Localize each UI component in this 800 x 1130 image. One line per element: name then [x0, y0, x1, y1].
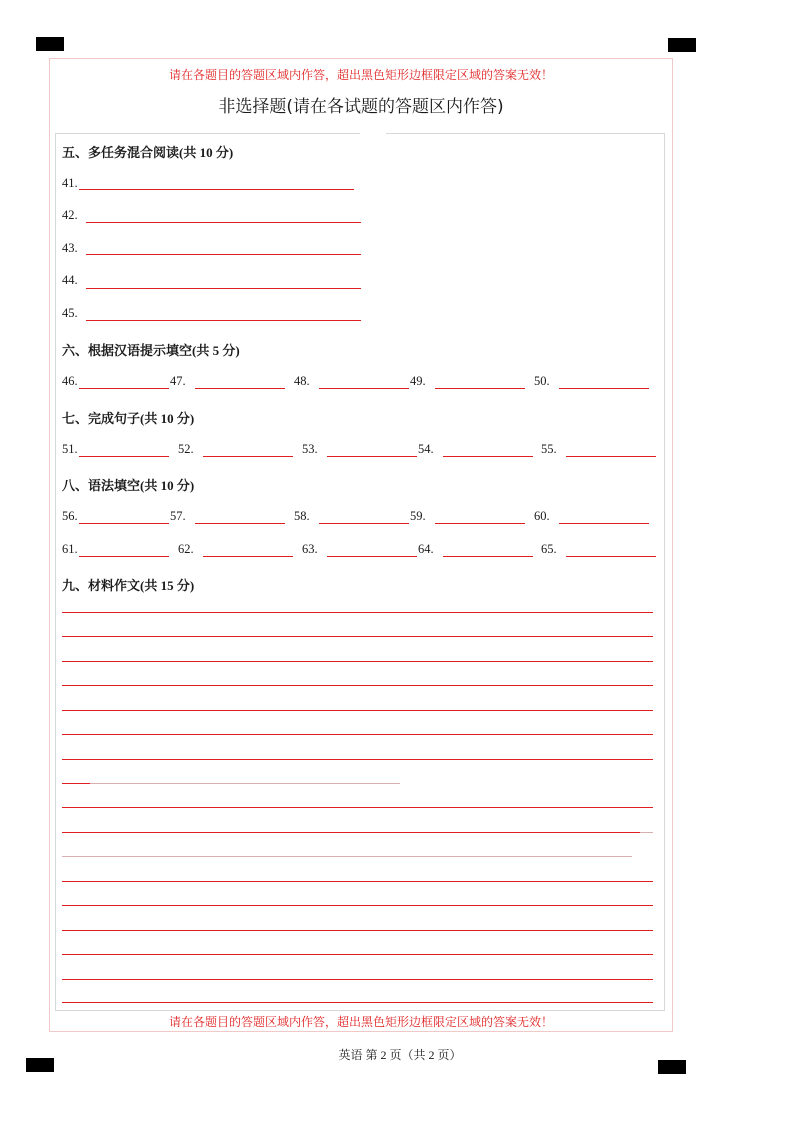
section-heading-5: 五、多任务混合阅读(共 10 分) — [62, 145, 234, 160]
question-label-64: 64. — [418, 542, 434, 556]
answer-line-55[interactable] — [566, 456, 656, 457]
essay-line — [62, 734, 653, 735]
answer-line-61[interactable] — [79, 556, 169, 557]
answer-line-54[interactable] — [443, 456, 533, 457]
essay-line-faint — [62, 856, 632, 857]
question-label-50: 50. — [534, 374, 550, 388]
question-label-49: 49. — [410, 374, 426, 388]
answer-line-43[interactable] — [86, 254, 361, 255]
question-label-46: 46. — [62, 374, 78, 388]
corner-mark-top-right — [668, 38, 696, 52]
question-label-62: 62. — [178, 542, 194, 556]
essay-line-faint — [90, 783, 400, 784]
essay-line — [62, 881, 653, 882]
question-label-48: 48. — [294, 374, 310, 388]
answer-line-46[interactable] — [79, 388, 169, 389]
section-heading-8: 八、语法填空(共 10 分) — [62, 478, 195, 493]
section-heading-7: 七、完成句子(共 10 分) — [62, 411, 195, 426]
answer-line-64[interactable] — [443, 556, 533, 557]
question-label-65: 65. — [541, 542, 557, 556]
essay-line — [62, 832, 640, 833]
question-label-63: 63. — [302, 542, 318, 556]
warning-bottom: 请在各题目的答题区域内作答，超出黑色矩形边框限定区域的答案无效！ — [168, 1015, 553, 1029]
question-label-42: 42. — [62, 208, 78, 222]
question-label-59: 59. — [410, 509, 426, 523]
essay-line — [62, 954, 653, 955]
essay-line — [62, 979, 653, 980]
essay-line — [62, 1002, 653, 1003]
question-label-55: 55. — [541, 442, 557, 456]
essay-line — [62, 905, 653, 906]
answer-line-62[interactable] — [203, 556, 293, 557]
answer-line-60[interactable] — [559, 523, 649, 524]
section-heading-9: 九、材料作文(共 15 分) — [62, 578, 195, 593]
question-label-56: 56. — [62, 509, 78, 523]
answer-line-57[interactable] — [195, 523, 285, 524]
answer-line-65[interactable] — [566, 556, 656, 557]
essay-line — [62, 612, 653, 613]
question-label-41: 41. — [62, 176, 78, 190]
warning-top: 请在各题目的答题区域内作答，超出黑色矩形边框限定区域的答案无效！ — [168, 68, 553, 82]
answer-line-53[interactable] — [327, 456, 417, 457]
essay-line-segment — [62, 783, 90, 784]
answer-line-41[interactable] — [79, 189, 354, 190]
question-label-52: 52. — [178, 442, 194, 456]
answer-line-47[interactable] — [195, 388, 285, 389]
question-label-45: 45. — [62, 306, 78, 320]
question-label-53: 53. — [302, 442, 318, 456]
question-label-61: 61. — [62, 542, 78, 556]
answer-line-59[interactable] — [435, 523, 525, 524]
answer-line-49[interactable] — [435, 388, 525, 389]
page-title: 非选择题(请在各试题的答题区内作答) — [218, 97, 504, 117]
essay-line-faint — [640, 832, 653, 833]
question-label-51: 51. — [62, 442, 78, 456]
essay-line — [62, 636, 653, 637]
answer-line-44[interactable] — [86, 288, 361, 289]
essay-line — [62, 685, 653, 686]
question-label-43: 43. — [62, 241, 78, 255]
corner-mark-top-left — [36, 37, 64, 51]
section-heading-6: 六、根据汉语提示填空(共 5 分) — [62, 343, 240, 358]
essay-line — [62, 807, 653, 808]
essay-line — [62, 759, 653, 760]
answer-line-52[interactable] — [203, 456, 293, 457]
essay-line — [62, 661, 653, 662]
answer-line-56[interactable] — [79, 523, 169, 524]
question-label-58: 58. — [294, 509, 310, 523]
question-label-57: 57. — [170, 509, 186, 523]
answer-line-48[interactable] — [319, 388, 409, 389]
frame-gap — [360, 128, 386, 138]
answer-line-51[interactable] — [79, 456, 169, 457]
question-label-60: 60. — [534, 509, 550, 523]
answer-line-42[interactable] — [86, 222, 361, 223]
answer-line-50[interactable] — [559, 388, 649, 389]
answer-line-58[interactable] — [319, 523, 409, 524]
answer-area-inner-frame — [55, 133, 665, 1011]
essay-line — [62, 710, 653, 711]
page-footer: 英语 第 2 页（共 2 页） — [338, 1048, 462, 1062]
question-label-54: 54. — [418, 442, 434, 456]
answer-line-45[interactable] — [86, 320, 361, 321]
essay-line — [62, 930, 653, 931]
question-label-44: 44. — [62, 273, 78, 287]
question-label-47: 47. — [170, 374, 186, 388]
answer-line-63[interactable] — [327, 556, 417, 557]
